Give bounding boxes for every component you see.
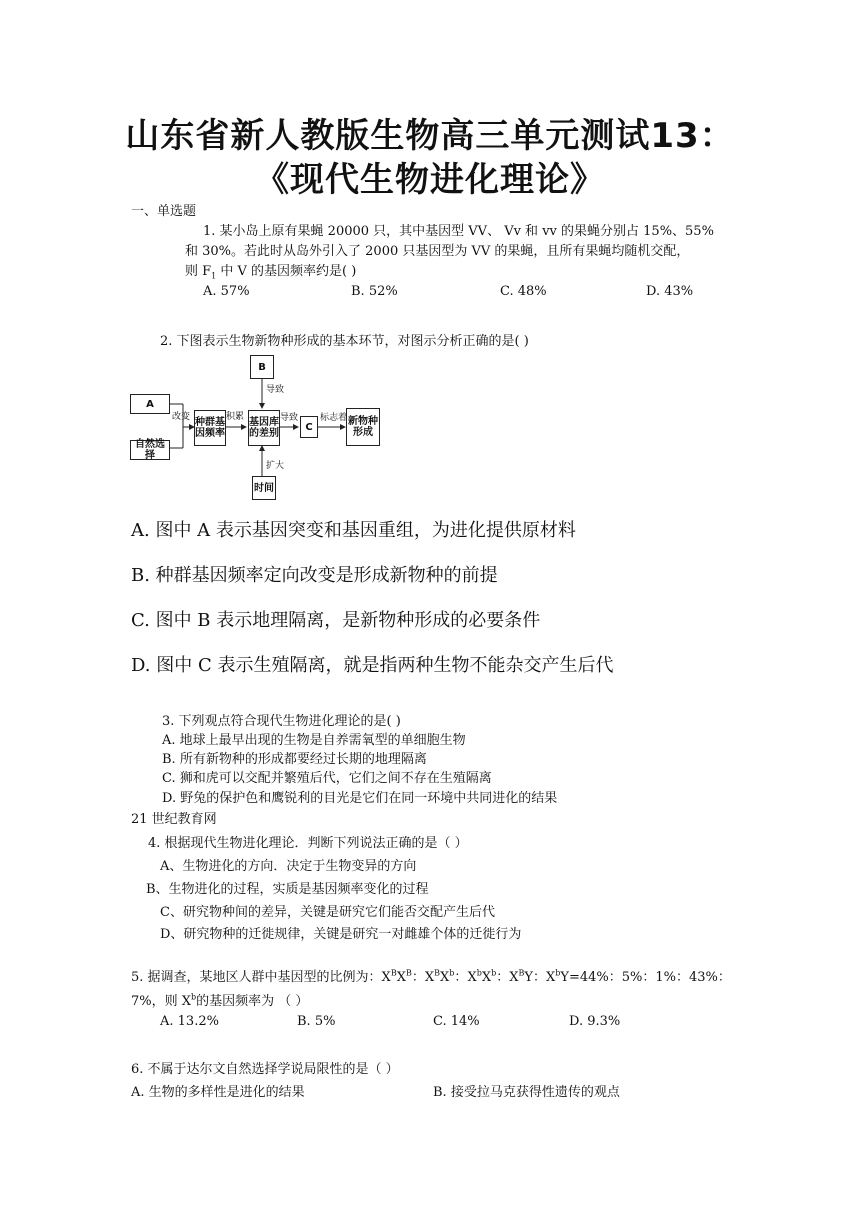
q1-stem-line1: 1. 某小岛上原有果蝇 20000 只，其中基因型 VV、 Vv 和 vv 的果蝇分别占 15%、55% <box>203 224 714 239</box>
genotype-4-x: X <box>509 970 519 985</box>
q1-option-b: B. 52% <box>351 284 398 299</box>
genotype-4-sup: B <box>518 968 525 978</box>
q5-option-b: B. 5% <box>297 1014 336 1029</box>
source-watermark: 21 世纪教育网 <box>131 812 217 827</box>
diagram-box-time: 时间 <box>252 476 276 500</box>
q5-line2-sup: b <box>191 992 197 1002</box>
q1-option-d: D. 43% <box>646 284 694 299</box>
genotype-5-x: X <box>546 970 556 985</box>
diagram-box-gene-frequency-line2: 因频率 <box>195 428 225 439</box>
q3-option-a: A. 地球上最早出现的生物是自养需氧型的单细胞生物 <box>162 733 466 748</box>
diagram-box-c: C <box>300 416 318 438</box>
q5-option-d: D. 9.3% <box>569 1014 621 1029</box>
q2-option-a: A. 图中 A 表示基因突变和基因重组，为进化提供原材料 <box>131 520 576 541</box>
q6-option-a: A. 生物的多样性是进化的结果 <box>131 1085 305 1100</box>
genotype-1-x1: X <box>381 970 391 985</box>
genotype-sep-2: ： <box>454 970 468 985</box>
q2-option-c: C. 图中 B 表示地理隔离，是新物种形成的必要条件 <box>131 610 541 631</box>
q4-option-c: C、研究物种间的差异，关键是研究它们能否交配产生后代 <box>160 905 495 920</box>
diagram-box-b: B <box>250 355 274 379</box>
q1-option-c: C. 48% <box>500 284 547 299</box>
diagram-box-new-species <box>346 408 380 446</box>
genotype-sep-3: ： <box>496 970 510 985</box>
diagram-label-lead-b: 导致 <box>266 385 285 395</box>
q5-option-c: C. 14% <box>433 1014 480 1029</box>
genotype-4-y: Y <box>524 970 533 985</box>
q1-option-a: A. 57% <box>203 284 250 299</box>
q1-stem-line3 <box>185 260 356 281</box>
q4-stem: 4. 根据现代生物进化理论．判断下列说法正确的是（ ） <box>148 836 468 851</box>
genotype-1-sup2: B <box>405 968 412 978</box>
genotype-3-x1: X <box>467 970 477 985</box>
q5-stem-line1 <box>131 966 731 985</box>
genotype-2-sup2: b <box>449 968 455 978</box>
diagram-box-gene-pool-line1: 基因库 <box>249 417 279 428</box>
q3-option-b: B. 所有新物种的形成都要经过长期的地理隔离 <box>162 752 427 767</box>
genotype-sep-1: ： <box>411 970 425 985</box>
diagram-box-gene-pool-difference <box>248 410 280 446</box>
page-title-line2: 《现代生物进化理论》 <box>255 160 605 200</box>
q4-option-b: B、生物进化的过程，实质是基因频率变化的过程 <box>146 882 429 897</box>
genotype-5-y-ratios: Y=44%：5%：1%：43%： <box>560 970 731 985</box>
q3-option-c: C. 狮和虎可以交配并繁殖后代，它们之间不存在生殖隔离 <box>162 771 492 786</box>
diagram-box-natural-selection: 自然选择 <box>130 440 170 460</box>
q5-stem-prefix: 5. 据调查，某地区人群中基因型的比例为： <box>131 970 382 985</box>
diagram-box-gene-pool-line2: 的差别 <box>249 428 279 439</box>
q2-option-b: B. 种群基因频率定向改变是形成新物种的前提 <box>131 565 498 586</box>
q5-stem-line2 <box>131 990 308 1009</box>
genotype-1-x2: X <box>396 970 406 985</box>
genotype-sep-4: ： <box>532 970 546 985</box>
diagram-box-gene-frequency <box>194 410 226 446</box>
q1-stem-line3-post: 中 V 的基因频率约是( ) <box>216 264 357 279</box>
diagram-label-expand: 扩大 <box>266 461 285 471</box>
q1-stem-line3-pre: 则 F <box>185 264 212 279</box>
q3-option-d: D. 野兔的保护色和鹰锐利的目光是它们在同一环境中共同进化的结果 <box>162 791 558 806</box>
genotype-2-x2: X <box>440 970 450 985</box>
q2-stem: 2. 下图表示生物新物种形成的基本环节，对图示分析正确的是( ) <box>160 334 529 349</box>
diagram-box-new-species-line2: 形成 <box>353 427 373 438</box>
diagram-label-mark: 标志着 <box>320 413 348 423</box>
q4-option-a: A、生物进化的方向．决定于生物变异的方向 <box>160 859 417 874</box>
diagram-label-lead-c: 导致 <box>280 413 299 423</box>
q1-subscript: 1 <box>211 271 217 281</box>
q1-stem-line2: 和 30%。若此时从岛外引入了 2000 只基因型为 VV 的果蝇，且所有果蝇均随机交配， <box>185 244 690 259</box>
genotype-5-sup: b <box>555 968 561 978</box>
q4-option-d: D、研究物种的迁徙规律，关键是研究一对雌雄个体的迁徙行为 <box>160 927 522 942</box>
page-title-line1: 山东省新人教版生物高三单元测试13： <box>125 116 735 156</box>
q2-option-d: D. 图中 C 表示生殖隔离，就是指两种生物不能杂交产生后代 <box>131 655 614 676</box>
speciation-diagram <box>128 350 398 505</box>
q5-line2-post: 的基因频率为 （ ） <box>196 994 309 1009</box>
q6-option-b: B. 接受拉马克获得性遗传的观点 <box>433 1085 620 1100</box>
diagram-label-accumulate: 积累 <box>226 412 245 422</box>
genotype-2-sup1: B <box>434 968 441 978</box>
diagram-box-a: A <box>130 394 170 414</box>
q3-stem: 3. 下列观点符合现代生物进化理论的是( ) <box>162 714 401 729</box>
section-heading: 一、单选题 <box>131 204 197 219</box>
diagram-box-gene-frequency-line1: 种群基 <box>195 417 225 428</box>
diagram-box-new-species-line1: 新物种 <box>348 416 378 427</box>
genotype-3-sup1: b <box>476 968 482 978</box>
genotype-3-x2: X <box>481 970 492 985</box>
q5-line2-pre: 7%，则 X <box>131 994 192 1009</box>
q6-stem: 6. 不属于达尔文自然选择学说局限性的是（ ） <box>131 1062 399 1077</box>
genotype-3-sup2: b <box>491 968 497 978</box>
diagram-label-change: 改变 <box>172 412 191 422</box>
genotype-2-x1: X <box>424 970 435 985</box>
q5-option-a: A. 13.2% <box>160 1014 219 1029</box>
genotype-1-sup1: B <box>390 968 397 978</box>
